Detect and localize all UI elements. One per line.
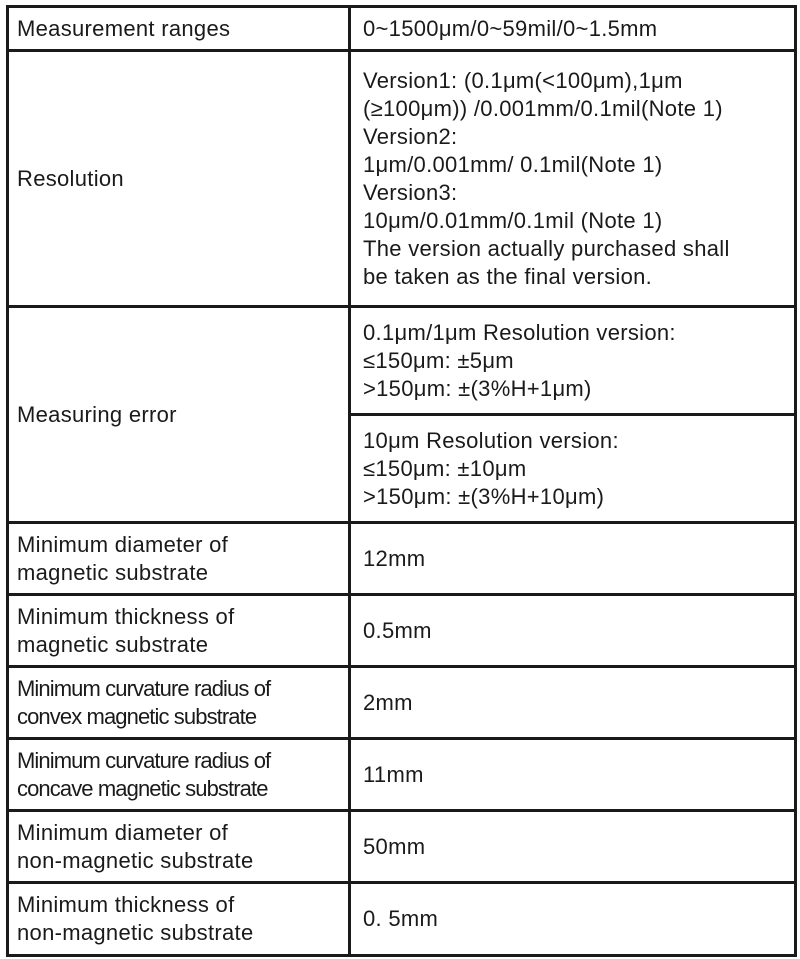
measurement-ranges-value: 0~1500μm/0~59mil/0~1.5mm xyxy=(350,7,796,51)
min-curvature-convex-label: Minimum curvature radius of convex magnetic substrate xyxy=(8,667,350,739)
min-diameter-nonmagnetic-value: 50mm xyxy=(350,811,796,883)
table-row xyxy=(8,811,796,883)
min-thickness-nonmagnetic-value: 0. 5mm xyxy=(350,883,796,956)
resolution-label: Resolution xyxy=(8,51,350,307)
min-diameter-magnetic-label: Minimum diameter of magnetic substrate xyxy=(8,523,350,595)
measuring-error-value-a: 0.1μm/1μm Resolution version: ≤150μm: ±5μm >150μm: ±(3%H+1μm) xyxy=(350,307,796,415)
min-curvature-convex-value: 2mm xyxy=(350,667,796,739)
resolution-value: Version1: (0.1μm(<100μm),1μm (≥100μm)) /0.001mm/0.1mil(Note 1) Version2: 1μm/0.001mm/ 0.1mil(Note 1) Version3: 10μm/0.01mm/0.1mil (Note 1) The version actually purchased shall be taken as the final version. xyxy=(350,51,796,307)
table-row xyxy=(8,883,796,956)
min-diameter-nonmagnetic-label: Minimum diameter of non-magnetic substrate xyxy=(8,811,350,883)
table-row xyxy=(8,51,796,307)
table-row xyxy=(8,523,796,595)
min-curvature-concave-label: Minimum curvature radius of concave magnetic substrate xyxy=(8,739,350,811)
table-row xyxy=(8,7,796,51)
min-thickness-magnetic-value: 0.5mm xyxy=(350,595,796,667)
table-row xyxy=(8,307,796,415)
min-thickness-nonmagnetic-label: Minimum thickness of non-magnetic substrate xyxy=(8,883,350,956)
table-row xyxy=(8,595,796,667)
table-row xyxy=(8,667,796,739)
measuring-error-value-b: 10μm Resolution version: ≤150μm: ±10μm >150μm: ±(3%H+10μm) xyxy=(350,415,796,523)
min-thickness-magnetic-label: Minimum thickness of magnetic substrate xyxy=(8,595,350,667)
measurement-ranges-label: Measurement ranges xyxy=(8,7,350,51)
measuring-error-label: Measuring error xyxy=(8,307,350,523)
spec-table xyxy=(6,5,797,957)
table-row xyxy=(8,739,796,811)
min-curvature-concave-value: 11mm xyxy=(350,739,796,811)
min-diameter-magnetic-value: 12mm xyxy=(350,523,796,595)
